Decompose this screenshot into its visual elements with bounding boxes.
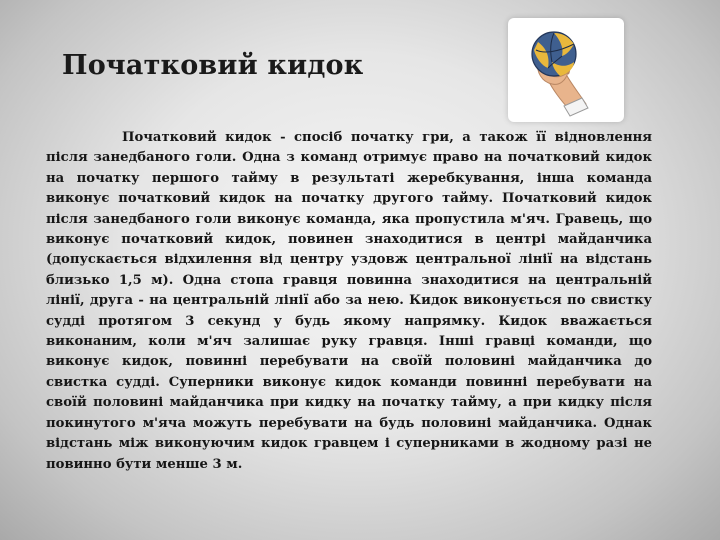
handball-illustration xyxy=(508,18,624,122)
hand-throwing-handball-icon xyxy=(508,18,624,122)
slide-title: Початковий кидок xyxy=(62,50,364,81)
body-paragraph: Початковий кидок - спосіб початку гри, а також її відновлення після занедбаного голи. Одна з команд отримує право на початковий кидок на початку першого тайму в результаті жеребкування, інша команда виконує початковий кидок на початку другого тайму. Початковий кидок після занедбаного голи виконує команда, яка пропустила м'яч. Гравець, що виконує початковий кидок, повинен знаходитися в центрі майданчика (допускається відхилення від центру уздовж центральної лінії на відстань близько 1,5 м). Одна стопа гравця повинна знаходитися на центральній лінії, друга - на центральній лінії або за нею. Кидок виконується по свистку судді протягом 3 секунд у будь якому напрямку. Кидок вважається виконаним, коли м'яч залишає руку гравця. Інші гравці команди, що виконує кидок, повинні перебувати на своїй половині майданчика до свистка судді. Суперники виконує кидок команди повинні перебувати на своїй половині майданчика при кидку на початку тайму, а при кидку після покинутого м'яча можуть перебувати на будь половині майданчика. Однак відстань між виконуючим кидок гравцем і суперниками в жодному разі не повинно бути менше 3 м. xyxy=(46,130,652,472)
